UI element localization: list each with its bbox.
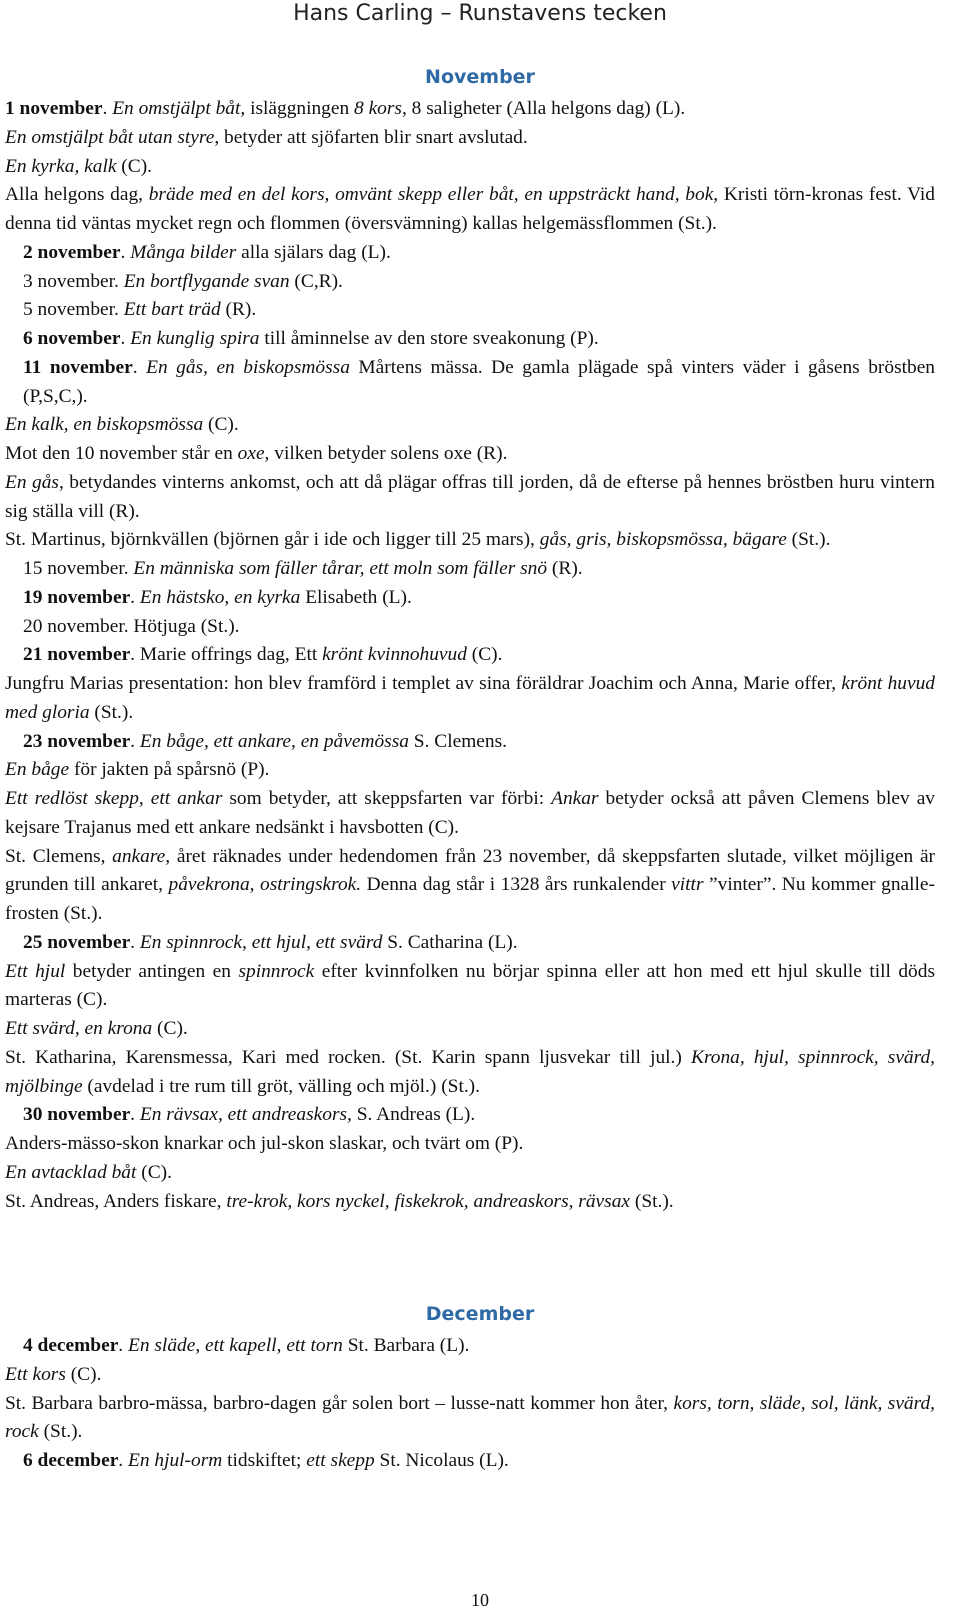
paragraph (5, 613, 935, 642)
paragraph (5, 756, 935, 785)
text-run: St. Andreas, Anders fiskare, (5, 1190, 227, 1212)
text-run: 20 november. Hötjuga (St.). (23, 615, 240, 637)
text-run: Alla helgons dag, (5, 184, 149, 206)
text-run: (C,R). (289, 270, 343, 292)
text-run: tidskiftet; (222, 1450, 307, 1471)
paragraph (5, 785, 935, 843)
symbol-text: En kunglig spira (130, 328, 260, 349)
date-label: 30 november (23, 1104, 131, 1126)
symbol-text: En båge, ett ankare, en påvemössa (139, 730, 409, 752)
text-run: . (120, 241, 131, 263)
text-run: (St.). (786, 529, 831, 551)
symbol-text: En avtacklad båt (5, 1161, 137, 1183)
paragraph (5, 268, 935, 297)
paragraph (5, 526, 935, 555)
symbol-text: Många bilder (130, 241, 237, 263)
paragraph (5, 469, 935, 527)
text-run: betyder antingen en (65, 960, 239, 982)
text-run: Mårtens mässa. De gamla plägade spå vinters väder i gåsens bröstben (P,S,C,). (23, 356, 935, 407)
symbol-text: kors, torn, släde, sol, länk, svärd, rock (5, 1392, 935, 1443)
symbol-text: ett skepp (306, 1450, 375, 1471)
paragraph (5, 641, 935, 670)
paragraph (5, 1159, 935, 1188)
paragraph (5, 728, 935, 757)
symbol-text: En kalk, en biskopsmössa (5, 414, 204, 436)
text-run: 8 saligheter (Alla helgons dag) (L). (406, 98, 686, 119)
text-run: till åminnelse av den store sveakonung (P). (259, 328, 599, 349)
text-run: som betyder, att skeppsfarten var förbi: (222, 788, 552, 809)
symbol-text: En rävsax, ett andreaskors, (139, 1104, 352, 1126)
text-run: . Marie offrings dag, Ett (130, 644, 323, 666)
paragraph (5, 1447, 935, 1476)
text-run: Jungfru Marias presentation: hon blev framförd i templet av sina föräldrar Joachim och Anna, Marie offer, (5, 673, 842, 694)
date-label: 2 november (23, 241, 121, 263)
text-run: (C). (152, 1018, 188, 1039)
symbol-text: En släde, ett kapell, ett torn (128, 1335, 343, 1356)
text-run: Elisabeth (L). (300, 586, 412, 608)
symbol-text: Krona, hjul, spinnrock, svärd, mjölbinge (5, 1046, 935, 1097)
text-run: alla själars dag (L). (236, 241, 391, 263)
symbol-text: krönt kvinnohuvud (322, 644, 467, 666)
symbol-text: En hästsko, en kyrka (139, 586, 301, 608)
text-run: . (120, 328, 131, 349)
paragraph (5, 95, 935, 124)
date-label: 6 november (23, 328, 121, 349)
text-run: . (130, 586, 140, 608)
symbol-text: spinnrock (238, 960, 315, 982)
text-run: . (130, 1104, 140, 1126)
date-label: 23 november (23, 730, 131, 752)
text-run: Denna dag står i 1328 års runkalender (361, 874, 672, 896)
symbol-text: En gås (5, 471, 59, 493)
text-run: St. Nicolaus (L). (374, 1450, 509, 1471)
text-run: 5 november. (23, 299, 124, 321)
paragraph (5, 1361, 935, 1390)
text-run: (R). (220, 299, 257, 321)
date-label: 19 november (23, 586, 131, 608)
text-run: , betyder att sjöfarten blir snart avslutad. (214, 126, 528, 148)
symbol-text: krönt huvud med gloria (5, 673, 935, 723)
symbol-text: Ett bart träd (123, 299, 221, 321)
text-run: betyder också att påven Clemens blev av kejsare Trajanus med ett ankare nedsänkt i havsbotten (C). (5, 788, 935, 838)
date-label: 25 november (23, 931, 131, 953)
paragraph (5, 1332, 935, 1361)
text-run: för jakten på spårsnö (P). (69, 759, 270, 781)
paragraph (5, 296, 935, 325)
page-number: 10 (471, 1590, 489, 1610)
symbol-text: tre-krok, kors nyckel, fiskekrok, andreaskors, rävsax (226, 1190, 631, 1212)
text-run: 15 november. (23, 558, 134, 579)
date-label: 1 november (5, 98, 103, 119)
paragraph (5, 153, 935, 182)
text-run: (avdelad i tre rum till gröt, välling och mjöl.) (St.). (82, 1075, 480, 1097)
paragraph (5, 1044, 935, 1102)
text-run: ”vinter”. Nu kommer gnalle-frosten (St.). (5, 874, 935, 924)
paragraph (5, 958, 935, 1016)
paragraph (5, 1390, 935, 1448)
symbol-text: En omstjälpt båt utan styre (5, 126, 215, 148)
symbol-text: En omstjälpt båt, (112, 98, 246, 119)
text-run: S. Andreas (L). (351, 1104, 476, 1126)
symbol-text: ankare, (112, 845, 171, 867)
symbol-text: Ett redlöst skepp, ett ankar (5, 788, 223, 809)
december-body (5, 1332, 935, 1476)
text-run: St. Clemens, (5, 845, 113, 867)
symbol-text: En spinnrock, ett hjul, ett svärd (139, 931, 383, 953)
symbol-text: En kyrka, kalk (5, 155, 117, 177)
text-run: (C). (203, 414, 239, 436)
date-label: 6 december (23, 1450, 119, 1471)
paragraph (5, 670, 935, 728)
paragraph (5, 929, 935, 958)
text-run: (R). (547, 558, 583, 579)
symbol-text: vittr (671, 874, 704, 896)
text-run: (St.). (630, 1190, 674, 1212)
text-run: . (130, 931, 140, 953)
symbol-text: gås, gris, biskopsmössa, bägare (539, 529, 787, 551)
text-run: . (102, 98, 113, 119)
text-run: (St.). (38, 1421, 83, 1443)
text-run: S. Catharina (L). (382, 931, 518, 953)
text-run: , betydandes vinterns ankomst, och att då plägar offras till jorden, då de efterse på hennes bröstben huru vintern sig ställa vill (R). (5, 471, 935, 522)
text-run: Kristi törn-kronas fest. Vid denna tid väntas mycket regn och flommen (översvämning) kallas helgemässflommen (St.). (5, 184, 936, 234)
text-run: . (132, 356, 147, 378)
text-run: St. Barbara barbro-mässa, barbro-dagen går solen bort – lusse-natt kommer hon åter, (5, 1392, 674, 1414)
paragraph (5, 325, 935, 354)
text-run: S. Clemens. (408, 730, 507, 752)
text-run: (C). (136, 1161, 172, 1183)
symbol-text: påvekrona, ostringskrok. (168, 874, 362, 896)
date-label: 11 november (23, 356, 133, 378)
text-run: året räknades under hedendomen från 23 november, då skeppsfarten slutade, vilket möjligen är grunden till ankaret, (5, 845, 936, 896)
text-run: St. Barbara (L). (342, 1335, 470, 1356)
symbol-text: En hjul-orm (128, 1450, 223, 1471)
text-run: (C). (466, 644, 503, 666)
text-run: . (118, 1335, 128, 1356)
text-run: St. Martinus, björnkvällen (björnen går i ide och ligger till 25 mars), (5, 529, 540, 551)
paragraph (5, 555, 935, 584)
text-run: (C). (116, 155, 152, 177)
symbol-text: En båge (5, 759, 70, 781)
paragraph (5, 181, 935, 239)
symbol-text: En människa som fäller tårar, ett moln som fäller snö (133, 558, 548, 579)
text-run: Anders-mässo-skon knarkar och jul-skon slaskar, och tvärt om (P). (5, 1133, 524, 1154)
symbol-text: En bortflygande svan (123, 270, 290, 292)
november-body (5, 95, 935, 1216)
text-run: isläggningen (245, 98, 355, 119)
section-title-november: November (425, 66, 535, 88)
paragraph (5, 1015, 935, 1044)
paragraph (5, 411, 935, 440)
symbol-text: Ett kors (5, 1363, 66, 1385)
section-title-december: December (425, 1303, 535, 1325)
text-run: 3 november. (23, 270, 124, 292)
symbol-text: Ett hjul (5, 960, 66, 982)
symbol-text: oxe, (237, 443, 270, 464)
text-run: (St.). (89, 701, 134, 723)
paragraph (5, 124, 935, 153)
paragraph (5, 440, 935, 469)
page-header: Hans Carling – Runstavens tecken (293, 1, 667, 26)
paragraph (5, 843, 935, 929)
paragraph (5, 584, 935, 613)
paragraph (5, 354, 935, 412)
text-run: (C). (65, 1363, 102, 1385)
paragraph (5, 239, 935, 268)
paragraph (5, 1188, 935, 1217)
text-run: efter kvinnfolken nu börjar spinna eller att hon med ett hjul skulle till döds marteras (C). (5, 960, 935, 1011)
symbol-text: Ett svärd, en krona (5, 1018, 153, 1039)
date-label: 4 december (23, 1335, 119, 1356)
text-run: . (130, 730, 140, 752)
text-run: St. Katharina, Karensmessa, Kari med rocken. (St. Karin spann ljusvekar till jul.) (5, 1046, 692, 1068)
symbol-text: En gås, en biskopsmössa (146, 356, 350, 378)
symbol-text: Ankar (551, 788, 599, 809)
symbol-text: bräde med en del kors, omvänt skepp eller båt, en uppsträckt hand, bok, (148, 184, 719, 206)
text-run: . (118, 1450, 128, 1471)
text-run: vilken betyder solens oxe (R). (269, 443, 508, 464)
date-label: 21 november (23, 644, 131, 666)
text-run: Mot den 10 november står en (5, 443, 238, 464)
paragraph (5, 1101, 935, 1130)
symbol-text: 8 kors, (354, 98, 407, 119)
paragraph (5, 1130, 935, 1159)
